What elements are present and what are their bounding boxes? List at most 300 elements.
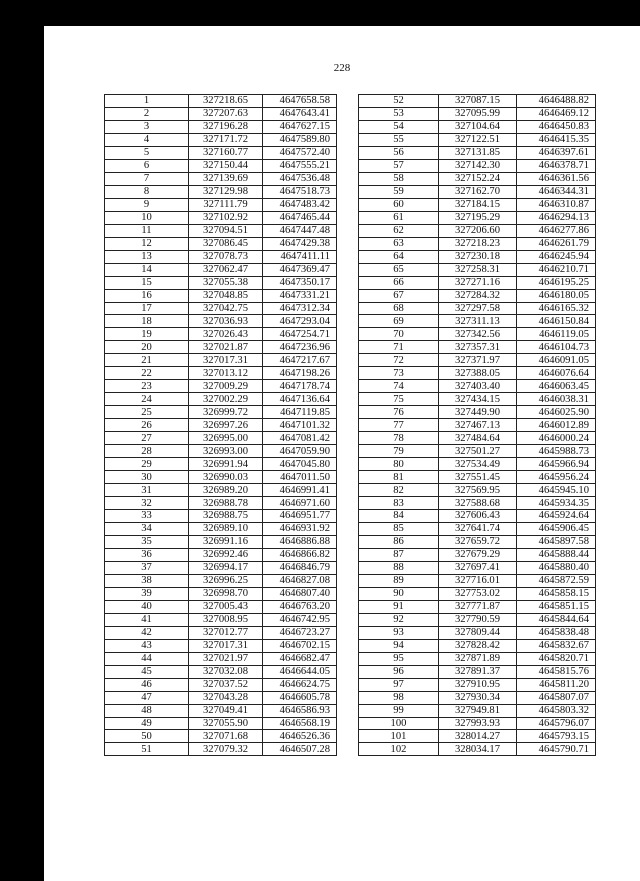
table-row	[105, 211, 337, 224]
y-coordinate-cell: 4646469.12	[517, 107, 596, 120]
point-number-cell: 60	[359, 198, 439, 211]
table-row	[105, 691, 337, 704]
x-coordinate-cell: 327131.85	[439, 146, 517, 159]
point-number-cell: 58	[359, 172, 439, 185]
x-coordinate-cell: 327026.43	[189, 328, 263, 341]
y-coordinate-cell: 4645844.64	[517, 613, 596, 626]
table-row	[105, 730, 337, 743]
table-row	[359, 497, 596, 510]
table-row	[105, 432, 337, 445]
table-row	[105, 341, 337, 354]
y-coordinate-cell: 4646245.94	[517, 250, 596, 263]
table-row	[359, 159, 596, 172]
y-coordinate-cell: 4647081.42	[263, 432, 337, 445]
y-coordinate-cell: 4645880.40	[517, 561, 596, 574]
x-coordinate-cell: 327271.16	[439, 276, 517, 289]
x-coordinate-cell: 326992.46	[189, 548, 263, 561]
x-coordinate-cell: 327311.13	[439, 315, 517, 328]
table-row	[359, 510, 596, 523]
x-coordinate-cell: 327150.44	[189, 159, 263, 172]
x-coordinate-cell: 327005.43	[189, 600, 263, 613]
y-coordinate-cell: 4646415.35	[517, 133, 596, 146]
table-row	[359, 198, 596, 211]
point-number-cell: 79	[359, 445, 439, 458]
table-row	[359, 302, 596, 315]
y-coordinate-cell: 4647312.34	[263, 302, 337, 315]
point-number-cell: 19	[105, 328, 189, 341]
x-coordinate-cell: 327122.51	[439, 133, 517, 146]
table-row	[359, 704, 596, 717]
table-row	[105, 146, 337, 159]
table-row	[359, 613, 596, 626]
table-row	[359, 341, 596, 354]
table-row	[359, 328, 596, 341]
y-coordinate-cell: 4646012.89	[517, 419, 596, 432]
x-coordinate-cell: 327171.72	[189, 133, 263, 146]
point-number-cell: 14	[105, 263, 189, 276]
y-coordinate-cell: 4645807.07	[517, 691, 596, 704]
point-number-cell: 84	[359, 510, 439, 523]
y-coordinate-cell: 4646624.75	[263, 678, 337, 691]
y-coordinate-cell: 4645872.59	[517, 574, 596, 587]
table-row	[105, 393, 337, 406]
x-coordinate-cell: 327809.44	[439, 626, 517, 639]
x-coordinate-cell: 327771.87	[439, 600, 517, 613]
x-coordinate-cell: 327207.63	[189, 107, 263, 120]
y-coordinate-cell: 4645811.20	[517, 678, 596, 691]
point-number-cell: 3	[105, 120, 189, 133]
point-number-cell: 36	[105, 548, 189, 561]
y-coordinate-cell: 4646210.71	[517, 263, 596, 276]
y-coordinate-cell: 4647658.58	[263, 95, 337, 108]
table-row	[105, 185, 337, 198]
table-row	[359, 237, 596, 250]
table-row	[359, 691, 596, 704]
x-coordinate-cell: 327993.93	[439, 717, 517, 730]
point-number-cell: 81	[359, 471, 439, 484]
point-number-cell: 37	[105, 561, 189, 574]
y-coordinate-cell: 4647429.38	[263, 237, 337, 250]
x-coordinate-cell: 327484.64	[439, 432, 517, 445]
y-coordinate-cell: 4647059.90	[263, 445, 337, 458]
y-coordinate-cell: 4645858.15	[517, 587, 596, 600]
point-number-cell: 10	[105, 211, 189, 224]
x-coordinate-cell: 327871.89	[439, 652, 517, 665]
x-coordinate-cell: 327230.18	[439, 250, 517, 263]
x-coordinate-cell: 327012.77	[189, 626, 263, 639]
point-number-cell: 41	[105, 613, 189, 626]
point-number-cell: 101	[359, 730, 439, 743]
table-row	[359, 354, 596, 367]
table-row	[359, 393, 596, 406]
x-coordinate-cell: 327008.95	[189, 613, 263, 626]
x-coordinate-cell: 327697.41	[439, 561, 517, 574]
table-row	[359, 665, 596, 678]
y-coordinate-cell: 4645897.58	[517, 535, 596, 548]
coordinates-table-left	[104, 94, 337, 756]
point-number-cell: 15	[105, 276, 189, 289]
point-number-cell: 2	[105, 107, 189, 120]
y-coordinate-cell: 4646310.87	[517, 198, 596, 211]
table-row	[105, 535, 337, 548]
document-page	[44, 26, 640, 881]
y-coordinate-cell: 4646931.92	[263, 522, 337, 535]
x-coordinate-cell: 327129.98	[189, 185, 263, 198]
y-coordinate-cell: 4646702.15	[263, 639, 337, 652]
table-row	[359, 107, 596, 120]
point-number-cell: 34	[105, 522, 189, 535]
point-number-cell: 48	[105, 704, 189, 717]
table-row	[359, 250, 596, 263]
point-number-cell: 55	[359, 133, 439, 146]
x-coordinate-cell: 327104.64	[439, 120, 517, 133]
point-number-cell: 39	[105, 587, 189, 600]
table-row	[359, 652, 596, 665]
point-number-cell: 96	[359, 665, 439, 678]
x-coordinate-cell: 327606.43	[439, 510, 517, 523]
x-coordinate-cell: 327218.65	[189, 95, 263, 108]
table-row	[105, 276, 337, 289]
x-coordinate-cell: 327042.75	[189, 302, 263, 315]
coordinates-table-right	[358, 94, 596, 756]
point-number-cell: 67	[359, 289, 439, 302]
x-coordinate-cell: 327949.81	[439, 704, 517, 717]
point-number-cell: 29	[105, 458, 189, 471]
point-number-cell: 44	[105, 652, 189, 665]
point-number-cell: 80	[359, 458, 439, 471]
y-coordinate-cell: 4645838.48	[517, 626, 596, 639]
x-coordinate-cell: 327342.56	[439, 328, 517, 341]
point-number-cell: 73	[359, 367, 439, 380]
x-coordinate-cell: 327055.38	[189, 276, 263, 289]
x-coordinate-cell: 327641.74	[439, 522, 517, 535]
x-coordinate-cell: 326991.94	[189, 458, 263, 471]
x-coordinate-cell: 327009.29	[189, 380, 263, 393]
x-coordinate-cell: 326998.70	[189, 587, 263, 600]
y-coordinate-cell: 4645820.71	[517, 652, 596, 665]
point-number-cell: 23	[105, 380, 189, 393]
table-row	[105, 263, 337, 276]
point-number-cell: 8	[105, 185, 189, 198]
x-coordinate-cell: 327184.15	[439, 198, 517, 211]
y-coordinate-cell: 4647198.26	[263, 367, 337, 380]
table-row	[359, 172, 596, 185]
y-coordinate-cell: 4646180.05	[517, 289, 596, 302]
x-coordinate-cell: 327206.60	[439, 224, 517, 237]
table-row	[359, 289, 596, 302]
point-number-cell: 27	[105, 432, 189, 445]
point-number-cell: 68	[359, 302, 439, 315]
x-coordinate-cell: 326993.00	[189, 445, 263, 458]
point-number-cell: 1	[105, 95, 189, 108]
y-coordinate-cell: 4645906.45	[517, 522, 596, 535]
x-coordinate-cell: 327790.59	[439, 613, 517, 626]
table-row	[359, 432, 596, 445]
x-coordinate-cell: 327111.79	[189, 198, 263, 211]
point-number-cell: 64	[359, 250, 439, 263]
table-row	[359, 120, 596, 133]
table-row	[359, 730, 596, 743]
point-number-cell: 61	[359, 211, 439, 224]
y-coordinate-cell: 4645934.35	[517, 497, 596, 510]
x-coordinate-cell: 328034.17	[439, 743, 517, 756]
y-coordinate-cell: 4645851.15	[517, 600, 596, 613]
table-row	[105, 224, 337, 237]
x-coordinate-cell: 327659.72	[439, 535, 517, 548]
table-row	[359, 133, 596, 146]
point-number-cell: 71	[359, 341, 439, 354]
table-row	[105, 95, 337, 108]
point-number-cell: 85	[359, 522, 439, 535]
x-coordinate-cell: 327195.29	[439, 211, 517, 224]
x-coordinate-cell: 327021.87	[189, 341, 263, 354]
point-number-cell: 6	[105, 159, 189, 172]
y-coordinate-cell: 4646605.78	[263, 691, 337, 704]
y-coordinate-cell: 4646104.73	[517, 341, 596, 354]
point-number-cell: 66	[359, 276, 439, 289]
point-number-cell: 83	[359, 497, 439, 510]
point-number-cell: 46	[105, 678, 189, 691]
table-row	[359, 315, 596, 328]
point-number-cell: 69	[359, 315, 439, 328]
x-coordinate-cell: 327094.51	[189, 224, 263, 237]
x-coordinate-cell: 326994.17	[189, 561, 263, 574]
x-coordinate-cell: 327032.08	[189, 665, 263, 678]
x-coordinate-cell: 327569.95	[439, 484, 517, 497]
point-number-cell: 42	[105, 626, 189, 639]
coordinates-table-right-body	[359, 95, 596, 756]
x-coordinate-cell: 327357.31	[439, 341, 517, 354]
point-number-cell: 51	[105, 743, 189, 756]
point-number-cell: 20	[105, 341, 189, 354]
point-number-cell: 90	[359, 587, 439, 600]
table-row	[105, 548, 337, 561]
y-coordinate-cell: 4647350.17	[263, 276, 337, 289]
table-row	[105, 704, 337, 717]
x-coordinate-cell: 328014.27	[439, 730, 517, 743]
y-coordinate-cell: 4646526.36	[263, 730, 337, 743]
point-number-cell: 87	[359, 548, 439, 561]
x-coordinate-cell: 327002.29	[189, 393, 263, 406]
y-coordinate-cell: 4646682.47	[263, 652, 337, 665]
table-row	[105, 354, 337, 367]
x-coordinate-cell: 327102.92	[189, 211, 263, 224]
table-row	[105, 315, 337, 328]
y-coordinate-cell: 4646165.32	[517, 302, 596, 315]
point-number-cell: 94	[359, 639, 439, 652]
table-row	[105, 458, 337, 471]
x-coordinate-cell: 327218.23	[439, 237, 517, 250]
table-row	[359, 185, 596, 198]
table-row	[105, 107, 337, 120]
y-coordinate-cell: 4646397.61	[517, 146, 596, 159]
table-row	[359, 367, 596, 380]
page-number: 228	[333, 62, 351, 74]
x-coordinate-cell: 327501.27	[439, 445, 517, 458]
x-coordinate-cell: 327071.68	[189, 730, 263, 743]
table-row	[359, 224, 596, 237]
x-coordinate-cell: 327160.77	[189, 146, 263, 159]
y-coordinate-cell: 4647011.50	[263, 471, 337, 484]
x-coordinate-cell: 327196.28	[189, 120, 263, 133]
point-number-cell: 53	[359, 107, 439, 120]
table-row	[359, 561, 596, 574]
table-row	[359, 458, 596, 471]
x-coordinate-cell: 326995.00	[189, 432, 263, 445]
point-number-cell: 74	[359, 380, 439, 393]
point-number-cell: 52	[359, 95, 439, 108]
point-number-cell: 88	[359, 561, 439, 574]
point-number-cell: 11	[105, 224, 189, 237]
y-coordinate-cell: 4647217.67	[263, 354, 337, 367]
y-coordinate-cell: 4646866.82	[263, 548, 337, 561]
table-row	[359, 419, 596, 432]
table-row	[359, 574, 596, 587]
y-coordinate-cell: 4647572.40	[263, 146, 337, 159]
point-number-cell: 32	[105, 497, 189, 510]
x-coordinate-cell: 326999.72	[189, 406, 263, 419]
table-row	[105, 302, 337, 315]
x-coordinate-cell: 327152.24	[439, 172, 517, 185]
y-coordinate-cell: 4646568.19	[263, 717, 337, 730]
table-row	[359, 717, 596, 730]
x-coordinate-cell: 327371.97	[439, 354, 517, 367]
x-coordinate-cell: 327043.28	[189, 691, 263, 704]
table-row	[105, 471, 337, 484]
x-coordinate-cell: 327013.12	[189, 367, 263, 380]
x-coordinate-cell: 326989.20	[189, 484, 263, 497]
y-coordinate-cell: 4647518.73	[263, 185, 337, 198]
y-coordinate-cell: 4645832.67	[517, 639, 596, 652]
point-number-cell: 56	[359, 146, 439, 159]
y-coordinate-cell: 4646586.93	[263, 704, 337, 717]
point-number-cell: 45	[105, 665, 189, 678]
point-number-cell: 17	[105, 302, 189, 315]
x-coordinate-cell: 327048.85	[189, 289, 263, 302]
table-row	[359, 263, 596, 276]
table-row	[359, 522, 596, 535]
point-number-cell: 18	[105, 315, 189, 328]
x-coordinate-cell: 327142.30	[439, 159, 517, 172]
y-coordinate-cell: 4647331.21	[263, 289, 337, 302]
y-coordinate-cell: 4646807.40	[263, 587, 337, 600]
y-coordinate-cell: 4646378.71	[517, 159, 596, 172]
y-coordinate-cell: 4646261.79	[517, 237, 596, 250]
point-number-cell: 22	[105, 367, 189, 380]
y-coordinate-cell: 4647236.96	[263, 341, 337, 354]
x-coordinate-cell: 327588.68	[439, 497, 517, 510]
coordinates-table-left-body	[105, 95, 337, 756]
x-coordinate-cell: 327086.45	[189, 237, 263, 250]
y-coordinate-cell: 4646076.64	[517, 367, 596, 380]
point-number-cell: 89	[359, 574, 439, 587]
x-coordinate-cell: 327679.29	[439, 548, 517, 561]
y-coordinate-cell: 4647447.48	[263, 224, 337, 237]
y-coordinate-cell: 4646644.05	[263, 665, 337, 678]
point-number-cell: 99	[359, 704, 439, 717]
y-coordinate-cell: 4646827.08	[263, 574, 337, 587]
table-row	[105, 743, 337, 756]
y-coordinate-cell: 4647136.64	[263, 393, 337, 406]
x-coordinate-cell: 326991.16	[189, 535, 263, 548]
point-number-cell: 93	[359, 626, 439, 639]
table-row	[359, 587, 596, 600]
table-row	[105, 717, 337, 730]
table-row	[105, 133, 337, 146]
table-row	[105, 198, 337, 211]
y-coordinate-cell: 4646150.84	[517, 315, 596, 328]
table-row	[105, 497, 337, 510]
y-coordinate-cell: 4647589.80	[263, 133, 337, 146]
table-row	[359, 678, 596, 691]
y-coordinate-cell: 4647101.32	[263, 419, 337, 432]
point-number-cell: 75	[359, 393, 439, 406]
y-coordinate-cell: 4645790.71	[517, 743, 596, 756]
point-number-cell: 57	[359, 159, 439, 172]
y-coordinate-cell: 4645793.15	[517, 730, 596, 743]
y-coordinate-cell: 4645966.94	[517, 458, 596, 471]
y-coordinate-cell: 4646507.28	[263, 743, 337, 756]
x-coordinate-cell: 327017.31	[189, 639, 263, 652]
x-coordinate-cell: 327534.49	[439, 458, 517, 471]
point-number-cell: 38	[105, 574, 189, 587]
table-row	[359, 146, 596, 159]
y-coordinate-cell: 4646025.90	[517, 406, 596, 419]
table-row	[105, 406, 337, 419]
y-coordinate-cell: 4645796.07	[517, 717, 596, 730]
y-coordinate-cell: 4646119.05	[517, 328, 596, 341]
point-number-cell: 70	[359, 328, 439, 341]
x-coordinate-cell: 326989.10	[189, 522, 263, 535]
x-coordinate-cell: 327095.99	[439, 107, 517, 120]
point-number-cell: 95	[359, 652, 439, 665]
point-number-cell: 82	[359, 484, 439, 497]
y-coordinate-cell: 4646344.31	[517, 185, 596, 198]
table-row	[105, 626, 337, 639]
table-row	[105, 237, 337, 250]
point-number-cell: 43	[105, 639, 189, 652]
x-coordinate-cell: 327139.69	[189, 172, 263, 185]
point-number-cell: 12	[105, 237, 189, 250]
point-number-cell: 59	[359, 185, 439, 198]
y-coordinate-cell: 4646742.95	[263, 613, 337, 626]
table-row	[359, 743, 596, 756]
table-row	[105, 484, 337, 497]
x-coordinate-cell: 327062.47	[189, 263, 263, 276]
x-coordinate-cell: 327258.31	[439, 263, 517, 276]
x-coordinate-cell: 327403.40	[439, 380, 517, 393]
point-number-cell: 21	[105, 354, 189, 367]
x-coordinate-cell: 327388.05	[439, 367, 517, 380]
y-coordinate-cell: 4646846.79	[263, 561, 337, 574]
point-number-cell: 78	[359, 432, 439, 445]
point-number-cell: 4	[105, 133, 189, 146]
table-row	[105, 120, 337, 133]
point-number-cell: 49	[105, 717, 189, 730]
table-row	[105, 652, 337, 665]
x-coordinate-cell: 327162.70	[439, 185, 517, 198]
table-row	[105, 172, 337, 185]
y-coordinate-cell: 4645988.73	[517, 445, 596, 458]
point-number-cell: 86	[359, 535, 439, 548]
point-number-cell: 50	[105, 730, 189, 743]
x-coordinate-cell: 326988.75	[189, 510, 263, 523]
table-row	[359, 639, 596, 652]
table-row	[105, 367, 337, 380]
y-coordinate-cell: 4646951.77	[263, 510, 337, 523]
x-coordinate-cell: 327079.32	[189, 743, 263, 756]
table-row	[359, 95, 596, 108]
